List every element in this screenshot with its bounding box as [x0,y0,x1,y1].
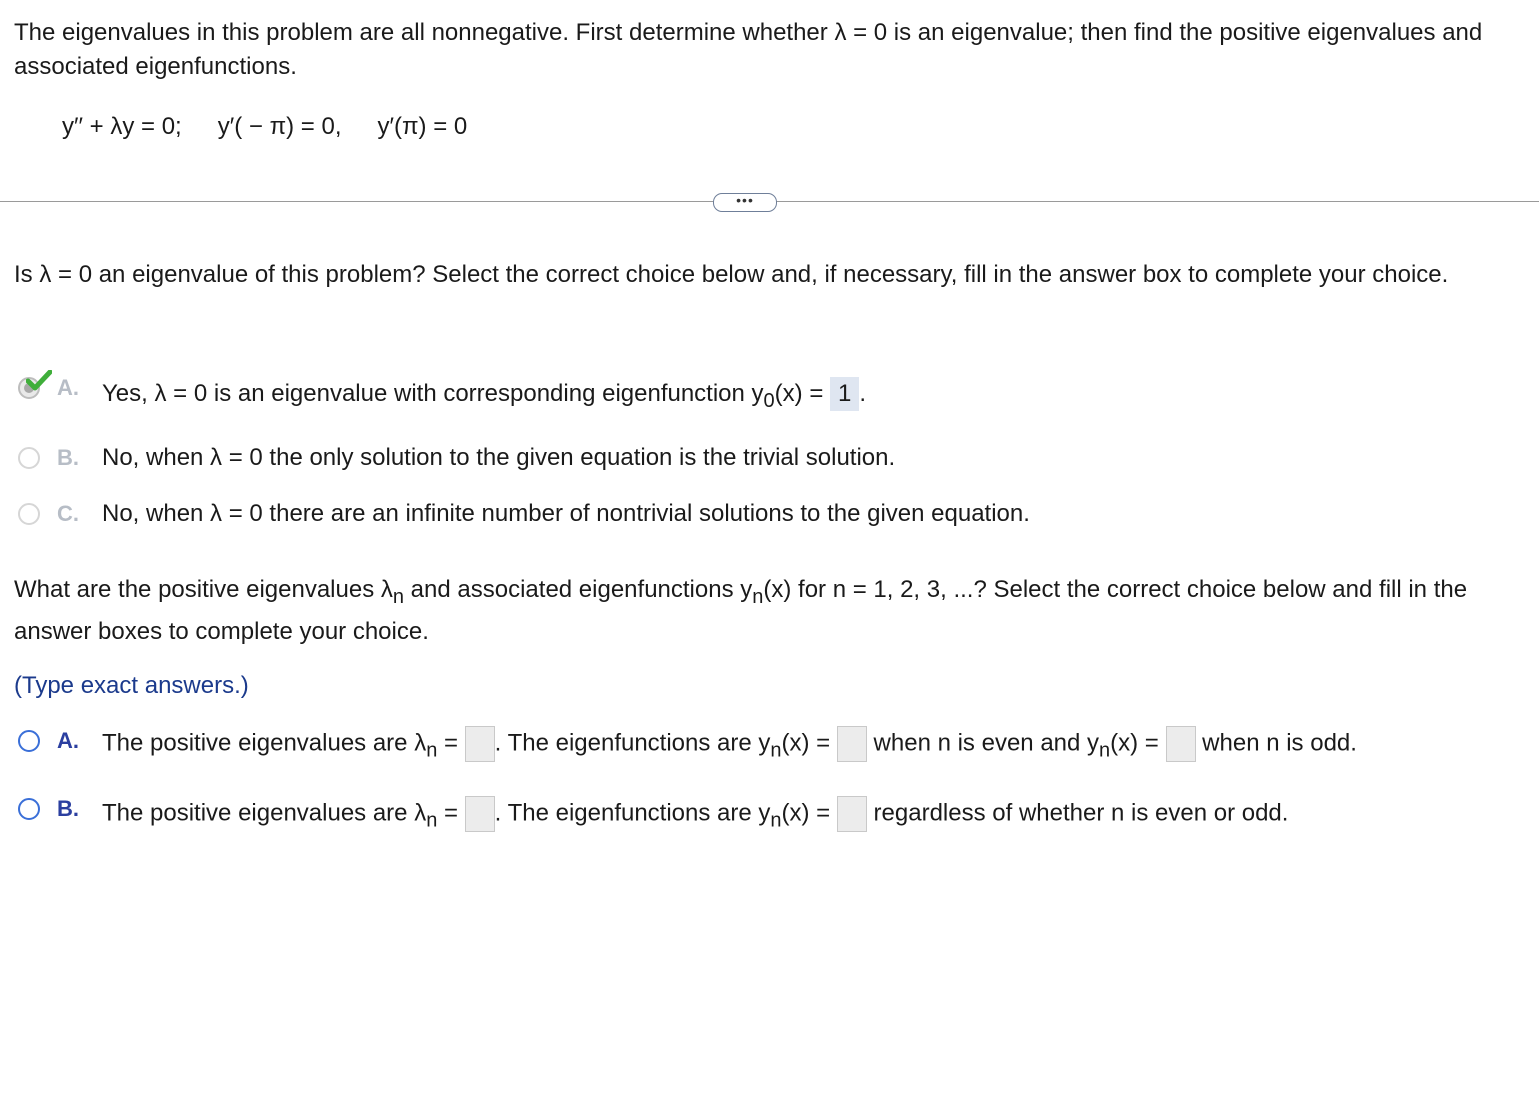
q2-option-a-radio[interactable] [18,730,40,752]
q1-option-c-radio[interactable] [18,503,40,525]
q2b-eigenfunction-input[interactable] [837,796,867,832]
q2b-eigenvalue-input[interactable] [465,796,495,832]
q2a-odd-eigenfunction-input[interactable] [1166,726,1196,762]
q1-option-a-letter: A. [57,375,79,400]
q2-option-b-radio[interactable] [18,798,40,820]
show-more-button[interactable]: ••• [713,193,777,212]
q1-option-b-letter: B. [57,445,79,470]
q1-option-c-letter: C. [57,501,79,526]
equation-ode: y′′ + λy = 0; [62,113,182,140]
equation-bc-right: y′(π) = 0 [377,113,468,140]
q1-option-b-radio[interactable] [18,447,40,469]
question-1-prompt: Is λ = 0 an eigenvalue of this problem? Select the correct choice below and, if necessary, fill in the answer box to complete your choice. [14,261,1449,288]
equation-bc-left: y′( − π) = 0, [217,113,342,140]
q2-option-b-text: The positive eigenvalues are $\lambda_n$ = . The eigenfunctions are $y_n(x)$ = regardless of whether n is even or odd. [102,796,1288,832]
q2-option-b-letter: B. [57,796,79,821]
q1-answer-box-filled[interactable]: 1 [830,377,859,411]
q2a-eigenvalue-input[interactable] [465,726,495,762]
type-exact-hint: (Type exact answers.) [14,672,249,699]
problem-intro: The eigenvalues in this problem are all nonnegative. First determine whether λ = 0 is an eigenvalue; then find the positive eigenvalues and associated eigenfunctions. [14,19,1483,80]
q2-option-a-text: The positive eigenvalues are $\lambda_n$ = . The eigenfunctions are $y_n(x)$ = when n is even and $y_n(x)$ = when n is odd. [102,726,1357,762]
question-2-prompt: What are the positive eigenvalues $\lambda_n$ and associated eigenfunctions $y_n(x)$ for n = 1, 2, 3, ...? Select the correct choice below and fill in the answer boxes to complete your choice. [14,576,1468,645]
problem-equation [62,110,467,144]
q1-option-c-text[interactable]: No, when λ = 0 there are an infinite number of nontrivial solutions to the given equation. [102,500,1030,527]
q1-option-b-text[interactable]: No, when λ = 0 the only solution to the given equation is the trivial solution. [102,444,896,471]
q2-option-a-letter: A. [57,728,79,753]
q1-option-a-text: Yes, λ = 0 is an eigenvalue with corresponding eigenfunction $y_0(x) = 1$ . [102,377,866,411]
correct-check-icon [26,370,52,392]
q2a-even-eigenfunction-input[interactable] [837,726,867,762]
